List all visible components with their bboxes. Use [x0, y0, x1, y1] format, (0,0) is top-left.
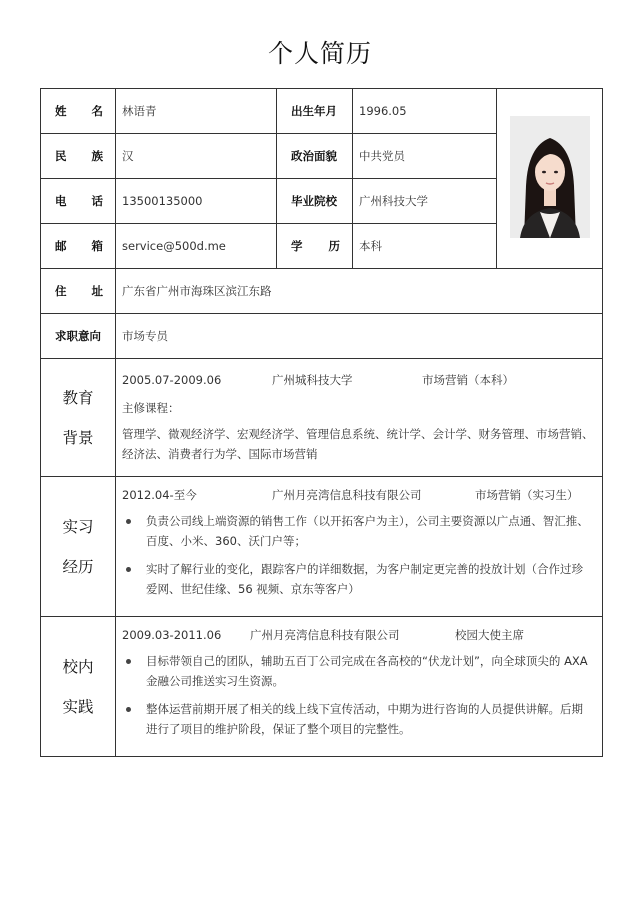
internship-label-line2: 经历 [62, 557, 94, 576]
education-content [116, 359, 603, 477]
email-value: service@500d.me [116, 224, 277, 269]
education-label-line1: 教育 [62, 388, 94, 407]
campus-label-cell [41, 617, 116, 757]
label-char: 邮 [55, 239, 67, 253]
label-char: 住 [55, 284, 67, 298]
name-label [41, 89, 116, 134]
campus-list [122, 651, 594, 739]
campus-label [42, 647, 114, 727]
portrait-illustration [510, 116, 590, 238]
school-value: 广州科技大学 [353, 179, 497, 224]
degree-value: 本科 [353, 224, 497, 269]
internship-company: 广州月亮湾信息科技有限公司 [272, 487, 422, 502]
campus-role: 校园大使主席 [455, 627, 524, 642]
avatar [510, 116, 590, 238]
birth-label: 出生年月 [277, 89, 353, 134]
internship-list [122, 511, 594, 599]
internship-role: 市场营销（实习生） [475, 487, 579, 502]
email-label [41, 224, 116, 269]
degree-label [277, 224, 353, 269]
political-value: 中共党员 [353, 134, 497, 179]
education-label-cell [41, 359, 116, 477]
internship-label-line1: 实习 [62, 517, 94, 536]
name-value: 林语青 [116, 89, 277, 134]
ethnic-label [41, 134, 116, 179]
internship-header [122, 485, 594, 505]
intent-value: 市场专员 [116, 314, 603, 359]
education-header [122, 370, 594, 390]
campus-period: 2009.03-2011.06 [122, 627, 222, 642]
list-item: 实时了解行业的变化，跟踪客户的详细数据，为客户制定更完善的投放计划（合作过珍爱网、世纪佳缘、56 视频、京东等客户） [122, 559, 594, 599]
internship-period: 2012.04-至今 [122, 487, 197, 502]
label-char: 历 [328, 239, 340, 253]
photo-cell [497, 89, 603, 269]
education-period: 2005.07-2009.06 [122, 372, 222, 387]
page-title: 个人简历 [267, 39, 372, 68]
address-value: 广东省广州市海珠区滨江东路 [116, 269, 603, 314]
education-school: 广州城科技大学 [272, 372, 353, 387]
list-item: 负责公司线上端资源的销售工作（以开拓客户为主），公司主要资源以广点通、智汇推、百度、小米、360、沃门户等； [122, 511, 594, 551]
label-char: 姓 [55, 104, 67, 118]
education-label [42, 378, 114, 458]
phone-value: 13500135000 [116, 179, 277, 224]
campus-label-line1: 校内 [62, 657, 94, 676]
label-char: 址 [91, 284, 103, 298]
internship-content [116, 477, 603, 617]
education-label-line2: 背景 [62, 428, 94, 447]
campus-header [122, 625, 594, 645]
label-char: 学 [291, 239, 303, 253]
label-char: 电 [55, 194, 67, 208]
address-label [41, 269, 116, 314]
label-char: 民 [55, 149, 67, 163]
internship-label-cell [41, 477, 116, 617]
campus-content [116, 617, 603, 757]
political-label: 政治面貌 [277, 134, 353, 179]
school-label: 毕业院校 [277, 179, 353, 224]
list-item: 目标带领自己的团队，辅助五百丁公司完成在各高校的“伏龙计划”，向全球顶尖的 AXA 金融公司推送实习生资源。 [122, 651, 594, 691]
label-char: 话 [91, 194, 103, 208]
education-major: 市场营销（本科） [422, 372, 514, 387]
courses-label: 主修课程： [122, 400, 180, 415]
resume-table [40, 88, 603, 757]
intent-label: 求职意向 [41, 314, 116, 359]
courses-list: 管理学、微观经济学、宏观经济学、管理信息系统、统计学、会计学、财务管理、市场营销、经济法、消费者行为学、国际市场营销 [122, 426, 594, 461]
label-char: 族 [91, 149, 103, 163]
label-char: 名 [91, 104, 103, 118]
campus-label-line2: 实践 [62, 697, 94, 716]
campus-company: 广州月亮湾信息科技有限公司 [250, 627, 400, 642]
phone-label [41, 179, 116, 224]
label-char: 箱 [91, 239, 103, 253]
list-item: 整体运营前期开展了相关的线上线下宣传活动，中期为进行咨询的人员提供讲解。后期进行了项目的维护阶段，保证了整个项目的完整性。 [122, 699, 594, 739]
internship-label [42, 507, 114, 587]
ethnic-value: 汉 [116, 134, 277, 179]
birth-value: 1996.05 [353, 89, 497, 134]
